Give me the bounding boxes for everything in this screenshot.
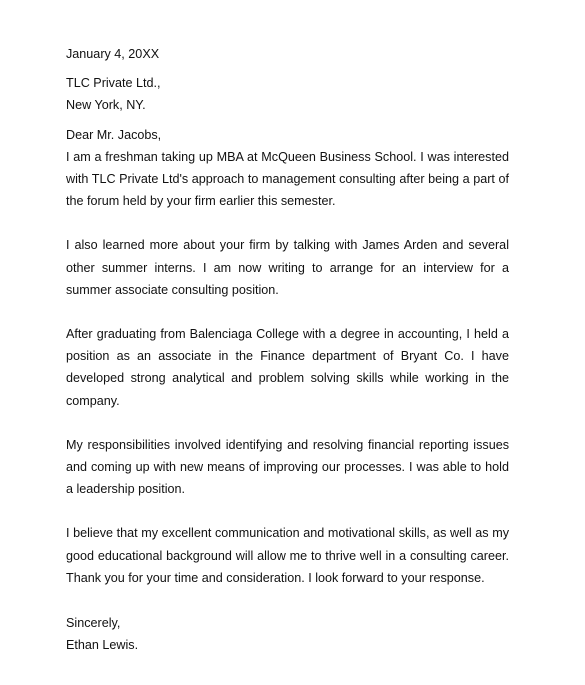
paragraph-line: After graduating from Balenciaga College with a degree in accounting, I held a [66,327,509,342]
paragraph-line: other summer interns. I am now writing to arrange for an interview for a [66,260,509,275]
closing-block [66,612,509,656]
paragraph-line: I am a freshman taking up MBA at McQueen Business School. I was interested [66,149,509,164]
paragraph-4 [66,434,509,501]
paragraph-line: I believe that my excellent communication and motivational skills, as well as my [66,526,509,541]
recipient-address [66,72,509,116]
paragraph-line: with TLC Private Ltd's approach to management consulting after being a part of [66,172,509,187]
paragraph-line: company. [66,393,120,408]
recipient-company: TLC Private Ltd., [66,76,161,91]
paragraph-2 [66,234,509,301]
paragraph-line: summer associate consulting position. [66,282,279,297]
paragraph-5 [66,522,509,589]
paragraph-3 [66,323,509,412]
letter-date: January 4, 20XX [66,47,160,61]
paragraph-line: position as an associate in the Finance department of Bryant Co. I have [66,349,509,364]
paragraph-line: Thank you for your time and consideration. I look forward to your response. [66,570,485,585]
signature-name: Ethan Lewis. [66,638,139,653]
salutation: Dear Mr. Jacobs, [66,127,162,142]
paragraph-line: My responsibilities involved identifying and resolving financial reporting issues [66,437,509,452]
paragraph-line: a leadership position. [66,482,186,497]
letter [66,43,509,656]
closing: Sincerely, [66,616,121,631]
paragraph-line: and coming up with new means of improving our processes. I was able to hold [66,460,509,475]
letter-date-block [66,43,509,65]
paragraph-line: the forum held by your firm earlier this semester. [66,194,336,209]
salutation-and-intro [66,124,509,213]
paragraph-line: I also learned more about your firm by talking with James Arden and several [66,238,509,253]
paragraph-line: good educational background will allow me to thrive well in a consulting career. [66,548,509,563]
recipient-city: New York, NY. [66,98,146,113]
paragraph-line: developed strong analytical and problem solving skills while working in the [66,371,509,386]
